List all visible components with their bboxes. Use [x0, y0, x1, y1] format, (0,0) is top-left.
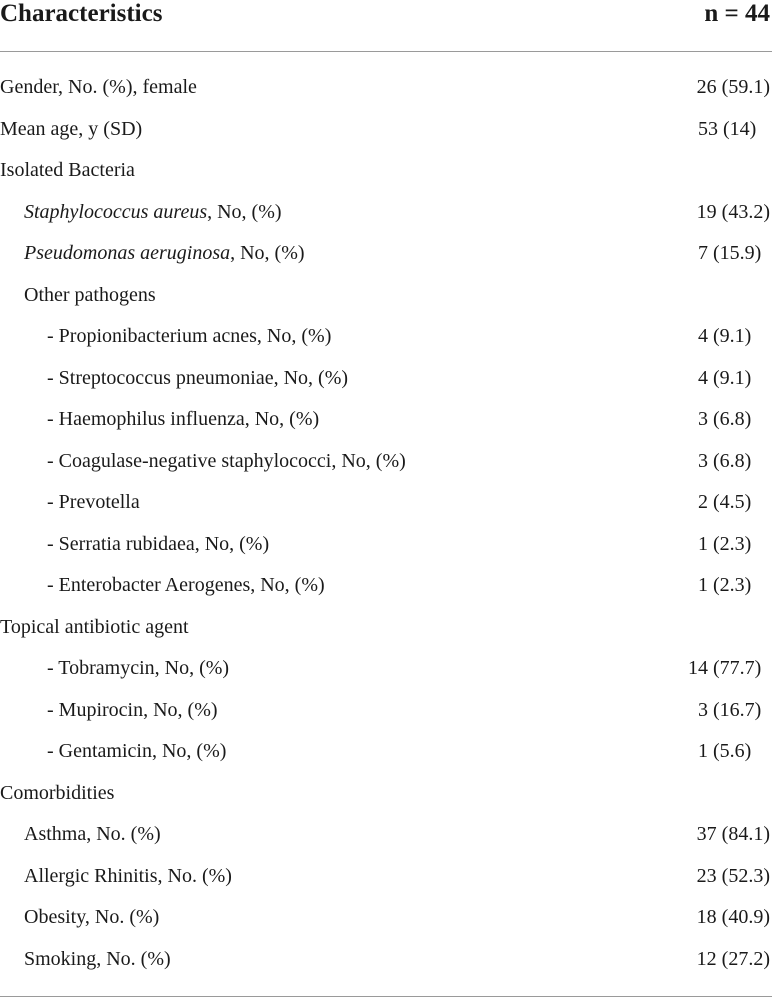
table-row — [0, 524, 772, 566]
row-label: - Mupirocin, No, (%) — [47, 698, 218, 721]
section-header-row — [0, 773, 772, 815]
table-row — [0, 399, 772, 441]
table-row — [0, 233, 772, 275]
row-label: - Serratia rubidaea, No, (%) — [47, 532, 270, 555]
row-value: 2 (4.5) — [698, 491, 752, 513]
section-label: Isolated Bacteria — [0, 159, 135, 181]
row-value: 3 (6.8) — [698, 449, 752, 472]
species-name: Staphylococcus aureus — [24, 200, 208, 223]
row-value: 18 (40.9) — [696, 906, 770, 928]
table-header — [0, 0, 772, 30]
row-label — [24, 192, 282, 234]
row-value: 1 (5.6) — [698, 740, 752, 762]
row-label-suffix: , No, (%) — [230, 242, 305, 264]
table-row — [0, 316, 772, 358]
table-row — [0, 939, 772, 981]
section-header-row — [0, 607, 772, 649]
row-value: 4 (9.1) — [698, 325, 752, 347]
section-label: Topical antibiotic agent — [0, 615, 189, 638]
table-row — [0, 565, 772, 607]
table-row — [0, 648, 772, 690]
section-header-row — [0, 150, 772, 192]
table-row — [0, 897, 772, 939]
row-label: - Tobramycin, No, (%) — [47, 657, 230, 679]
table-row — [0, 482, 772, 524]
table-row — [0, 109, 772, 151]
table-row — [0, 192, 772, 234]
row-value: 1 (2.3) — [698, 532, 752, 555]
row-label: - Propionibacterium acnes, No, (%) — [47, 325, 332, 347]
row-value: 19 (43.2) — [696, 200, 770, 223]
table-row — [0, 67, 772, 109]
row-label: - Coagulase-negative staphylococci, No, (%) — [47, 449, 406, 472]
table-row — [0, 441, 772, 483]
row-label — [24, 233, 305, 275]
table-row — [0, 358, 772, 400]
row-label: Asthma, No. (%) — [24, 823, 161, 845]
row-value: 3 (16.7) — [698, 698, 762, 721]
row-value: 4 (9.1) — [698, 366, 752, 389]
header-characteristics: Characteristics — [0, 0, 163, 27]
row-label: Allergic Rhinitis, No. (%) — [24, 864, 232, 887]
row-value: 3 (6.8) — [698, 408, 752, 430]
table-row — [0, 814, 772, 856]
row-label: - Gentamicin, No, (%) — [47, 740, 227, 762]
header-divider — [0, 51, 772, 52]
table-row — [0, 731, 772, 773]
row-value: 23 (52.3) — [696, 864, 770, 887]
species-name: Pseudomonas aeruginosa — [24, 242, 231, 264]
row-value: 37 (84.1) — [696, 823, 770, 845]
row-value: 26 (59.1) — [696, 76, 770, 98]
row-label: - Prevotella — [47, 491, 140, 513]
table-row — [0, 690, 772, 732]
row-label: Gender, No. (%), female — [0, 76, 197, 98]
row-label: - Enterobacter Aerogenes, No, (%) — [47, 574, 325, 596]
row-label: Obesity, No. (%) — [24, 906, 160, 928]
row-value: 12 (27.2) — [696, 947, 770, 970]
subsection-header-row — [0, 275, 772, 317]
row-label: - Streptococcus pneumoniae, No, (%) — [47, 366, 349, 389]
table-body — [0, 67, 772, 980]
header-n: n = 44 — [704, 0, 770, 27]
section-label: Comorbidities — [0, 781, 115, 804]
row-value: 53 (14) — [698, 117, 757, 140]
row-label: Smoking, No. (%) — [24, 947, 171, 970]
row-value: 1 (2.3) — [698, 574, 752, 596]
row-label: - Haemophilus influenza, No, (%) — [47, 408, 320, 430]
row-value: 14 (77.7) — [688, 657, 762, 679]
subsection-label: Other pathogens — [24, 283, 156, 306]
table-row — [0, 856, 772, 898]
row-label-suffix: , No, (%) — [207, 200, 282, 223]
row-label: Mean age, y (SD) — [0, 117, 143, 140]
row-value: 7 (15.9) — [698, 242, 762, 264]
